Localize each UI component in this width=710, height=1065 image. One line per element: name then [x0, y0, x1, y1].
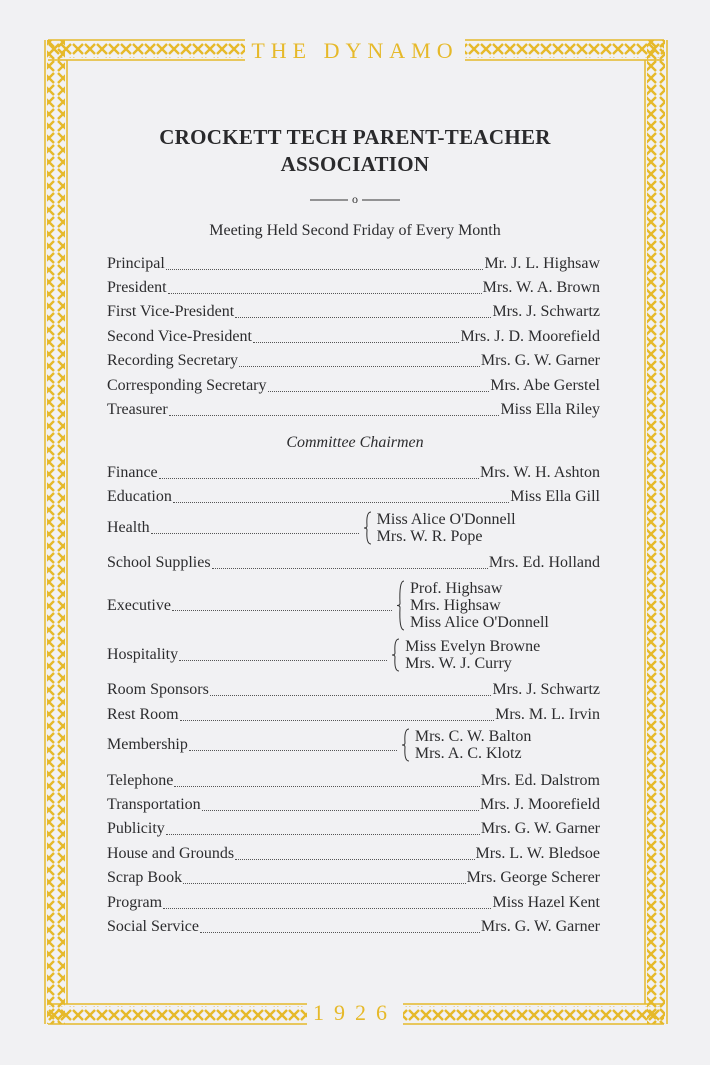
meeting-note: Meeting Held Second Friday of Every Month: [209, 222, 501, 239]
committee-role: Social Service: [107, 918, 199, 935]
committee-group: [107, 511, 600, 545]
committee-row: [107, 867, 600, 889]
leader-dots: [172, 610, 392, 611]
leader-dots: [174, 786, 479, 787]
committee-role: Health: [107, 519, 150, 536]
leader-dots: [151, 533, 359, 534]
committee-chairs: [405, 638, 540, 672]
committee-chair: Mrs. Ed. Holland: [488, 554, 600, 571]
committee-chair: Mrs. Ed. Dalstrom: [480, 772, 600, 789]
title-line-1: CROCKETT TECH PARENT-TEACHER: [159, 125, 551, 149]
committee-chair: Miss Alice O'Donnell: [409, 614, 549, 631]
committee-chair: Mrs. G. W. Garner: [480, 820, 600, 837]
committee-role: Education: [107, 488, 172, 505]
leader-dots: [168, 293, 482, 294]
officer-role: Second Vice-President: [107, 328, 252, 345]
leader-dots: [253, 342, 460, 343]
committee-chair: Miss Evelyn Browne: [405, 638, 541, 655]
committee-role: Executive: [107, 596, 171, 614]
committee-chair: Mrs. J. Moorefield: [480, 796, 600, 813]
committee-role: Transportation: [107, 796, 201, 813]
officer-role: Recording Secretary: [107, 352, 239, 369]
committee-chair: Mrs. W. J. Curry: [405, 655, 512, 672]
committee-row: [107, 679, 600, 701]
committee-row: [107, 843, 600, 865]
committee-role: Hospitality: [107, 646, 179, 663]
officer-role: President: [107, 279, 167, 296]
leader-dots: [159, 478, 479, 479]
committee-role: Rest Room: [107, 706, 179, 723]
officer-row: [107, 326, 600, 348]
footer-year: 1926: [307, 1000, 403, 1025]
committee-chairs: [377, 511, 516, 545]
committee-chair: Mrs. Highsaw: [409, 597, 501, 614]
leader-dots: [163, 908, 491, 909]
officer-role: Principal: [107, 255, 165, 272]
page-title: [0, 124, 710, 178]
leader-dots: [200, 932, 480, 933]
officer-role: Treasurer: [107, 401, 168, 418]
brace-icon: [401, 728, 411, 762]
leader-dots: [235, 317, 491, 318]
committee-chair: Mrs. C. W. Balton: [414, 728, 532, 745]
committee-role: Membership: [107, 736, 188, 753]
committee-row: [107, 916, 600, 938]
officer-name: Mrs. Abe Gerstel: [490, 377, 600, 394]
running-footer: [0, 1000, 710, 1026]
ornament-glyph: o: [352, 192, 358, 206]
committee-row: [107, 892, 600, 914]
leader-dots: [189, 750, 397, 751]
leader-dots: [179, 660, 387, 661]
committee-role: School Supplies: [107, 554, 211, 571]
leader-dots: [166, 269, 484, 270]
committee-group: [107, 638, 600, 672]
title-line-2: ASSOCIATION: [280, 152, 430, 176]
committee-role: Publicity: [107, 820, 165, 837]
officer-row: [107, 253, 600, 275]
leader-dots: [183, 883, 465, 884]
committee-row: [107, 770, 600, 792]
committee-heading: Committee Chairmen: [286, 434, 424, 451]
committee-row: [107, 704, 600, 726]
leader-dots: [239, 366, 480, 367]
leader-dots: [169, 415, 500, 416]
leader-dots: [268, 391, 490, 392]
officer-name: Mrs. G. W. Garner: [480, 352, 600, 369]
committee-chairs: [415, 728, 531, 762]
header-text: THE DYNAMO: [245, 38, 464, 63]
committee-role: Room Sponsors: [107, 681, 209, 698]
committee-chair: Mrs. A. C. Klotz: [414, 745, 522, 762]
leader-dots: [202, 810, 479, 811]
officer-name: Mr. J. L. Highsaw: [484, 255, 600, 272]
officer-row: [107, 301, 600, 323]
committee-chairs: [410, 580, 549, 631]
officer-name: Mrs. J. Schwartz: [492, 303, 600, 320]
officer-row: [107, 350, 600, 372]
committee-group: [107, 580, 600, 631]
committee-chair: Mrs. G. W. Garner: [480, 918, 600, 935]
officer-role: Corresponding Secretary: [107, 377, 267, 394]
officer-row: [107, 375, 600, 397]
leader-dots: [210, 695, 492, 696]
committee-chair: Mrs. W. R. Pope: [376, 528, 483, 545]
committee-chair: Prof. Highsaw: [409, 580, 503, 597]
leader-dots: [166, 834, 480, 835]
leader-dots: [235, 859, 474, 860]
committee-chair: Miss Ella Gill: [510, 488, 600, 505]
committee-chair: Mrs. J. Schwartz: [492, 681, 600, 698]
committee-chair: Mrs. L. W. Bledsoe: [475, 845, 600, 862]
brace-icon: [363, 511, 373, 545]
committee-chair: Mrs. M. L. Irvin: [495, 706, 600, 723]
officer-row: [107, 399, 600, 421]
committee-role: Finance: [107, 464, 158, 481]
leader-dots: [173, 502, 509, 503]
leader-dots: [180, 720, 495, 721]
committee-group: [107, 728, 600, 762]
committee-row: [107, 818, 600, 840]
officer-name: Mrs. W. A. Brown: [482, 279, 600, 296]
committee-row: [107, 794, 600, 816]
committee-chair: Mrs. W. H. Ashton: [479, 464, 600, 481]
officer-role: First Vice-President: [107, 303, 235, 320]
committee-row: [107, 462, 600, 484]
leader-dots: [212, 568, 488, 569]
committee-chair: Mrs. George Scherer: [466, 869, 600, 886]
brace-icon: [391, 638, 401, 672]
committee-chair: Miss Alice O'Donnell: [376, 511, 516, 528]
brace-icon: [396, 580, 406, 631]
committee-chair: Miss Hazel Kent: [492, 894, 600, 911]
committee-role: Scrap Book: [107, 869, 183, 886]
officer-name: Miss Ella Riley: [500, 401, 600, 418]
committee-role: Telephone: [107, 772, 174, 789]
committee-role: House and Grounds: [107, 845, 235, 862]
committee-row: [107, 552, 600, 574]
officer-row: [107, 277, 600, 299]
running-header: [0, 38, 710, 64]
title-ornament: [310, 192, 400, 206]
committee-role: Program: [107, 894, 163, 911]
officer-name: Mrs. J. D. Moorefield: [460, 328, 600, 345]
committee-row: [107, 486, 600, 508]
